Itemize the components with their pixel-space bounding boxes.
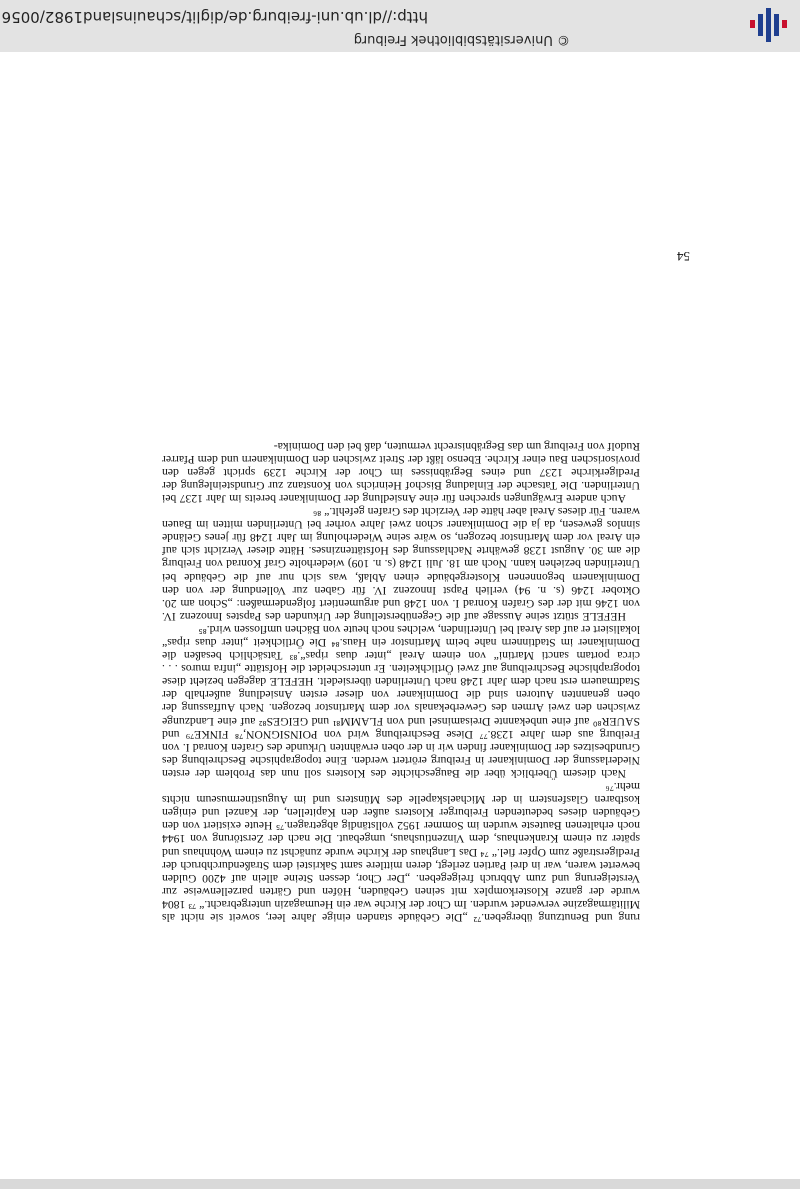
paragraph: HEFELE stützt seine Aussage auf die Gegenüberstellung der Urkunden des Papstes Innozenz IV. von 1246 mit der des Grafen Konrad I. von 1248 und argumentiert folgendermaßen: „Schon am 20. Oktober 1246 (s. n. 94) verlieh Papst Innozenz IV. für Gaben zur Vollendung der von den Dominikanern begonnenen Klostergebäude einen Ablaß, was sich nur auf die Gebäude bei Unterlinden beziehen kann. Noch am 18. Juli 1248 (s. n. 109) wiederholte Graf Konrad von Freiburg die am 30. August 1238 gewährte Nachlassung des Hofstättenzinses. Hätte dieser Verzicht sich auf ein Areal vor dem Martinstor bezogen, so wäre seine Wiederholung im Jahr 1248 für jenes Gelände sinnlos gewesen, da ja die Dominikaner schon zwei Jahre vorher bei Unterlinden mitten im Bauen waren. Für dieses Areal aber hätte der Verzicht des Grafen gefehlt.“ ⁸⁶ — [162, 505, 640, 623]
page-number: 54 — [677, 249, 690, 264]
ub-freiburg-logo-icon — [748, 8, 790, 42]
source-url-link[interactable]: http://dl.ub.uni-freiburg.de/diglit/schauinsland1982/0056 — [1, 8, 428, 26]
copyright-credit: © Universitätsbibliothek Freiburg — [353, 32, 570, 47]
footer-bar — [0, 0, 800, 52]
paragraph: Auch andere Erwägungen sprechen für eine Ansiedlung der Dominikaner bereits im Jahr 1237 bei Unterlinden. Die Tatsache der Einladung Bischof Heinrichs von Konstanz zur Grundsteinlegung der Predigerkirche 1237 und eines Begräbnisses im Chor der Kirche 1239 spricht gegen den provisorischen Bau einer Kirche. Ebenso läßt der Streit zwischen den Dominikanern und dem Pfarrer Rudolf von Freiburg um das Begräbnisrecht vermuten, daß bei den Dominika- — [162, 439, 640, 505]
page-body — [162, 440, 640, 924]
paragraph: rung und Benutzung übergeben.⁷² „Die Gebäude standen einige Jahre leer, soweit sie nicht als Militärmagazine verwendet wurden. Im Chor der Kirche war ein Heumagazin untergebracht.“ ⁷³ 1804 wurde der ganze Klosterkomplex mit seinen Gebäuden, Höfen und Gärten parzellenweise zur Versteigerung und zum Abbruch freigegeben. „Der Chor, dessen Steine allein auf 4200 Gulden bewertet waren, war in drei Partien zerlegt, deren mittlere samt Sakristei dem Straßendurchbruch der Predigerstraße zum Opfer fiel.“ ⁷⁴ Das Langhaus der Kirche wurde zunächst zu einem Wohnhaus und später zu einem Krankenhaus, dem Vinzentiushaus, umgebaut. Die nach der Zerstörung von 1944 noch erhaltenen Bauteste wurden im Sommer 1952 vollständig abgetragen.⁷⁵ Heute existiert von den Gebäuden dieses bedeutenden Freiburger Klosters außer den Kapitellen, der Kanzel und einigen kostbaren Glasfenstern in der Michaelskapelle des Münsters und im Augustinermuseum nichts mehr.⁷⁶ — [162, 780, 640, 924]
paragraph: Nach diesem Überblick über die Baugeschichte des Klosters soll nun das Problem der ersten Niederlassung der Dominikaner in Freiburg erörtert werden. Eine topographische Beschreibung des Grundbesitzes der Dominikaner finden wir in der oben erwähnten Urkunde des Grafen Konrad I. von Freiburg aus dem Jahre 1238.⁷⁷ Diese Beschreibung wird von POINSIGNON,⁷⁸ FINKE⁷⁹ und SAUER⁸⁰ auf eine unbekannte Dreisaminsel und von FLAMM⁸¹ und GEIGES⁸² auf eine Landzunge zwischen den zwei Armen des Gewerbekanals vor dem Martinstor bezogen. Nach Auffassung der oben genannten Autoren sind die Dominikaner von dieser ersten Ansiedlung außerhalb der Stadtmauern erst nach dem Jahr 1248 nach Unterlinden übersiedelt. HEFELE dagegen bezieht diese topographische Beschreibung auf zwei Örtlichkeiten. Er unterscheidet die Hofstätte „infra muros . . . circa portam sancti Martini“ von einem Areal „inter duas ripas“.⁸³ Tatsächlich besaßen die Dominikaner im Stadtinnern nahe beim Martinstor ein Haus.⁸⁴ Die Örtlichkeit „inter duas ripas“ lokalisiert er auf das Areal bei Unterlinden, welches noch heute von Bächen umflossen wird.⁸⁵ — [162, 622, 640, 780]
page-edge — [0, 1179, 800, 1189]
